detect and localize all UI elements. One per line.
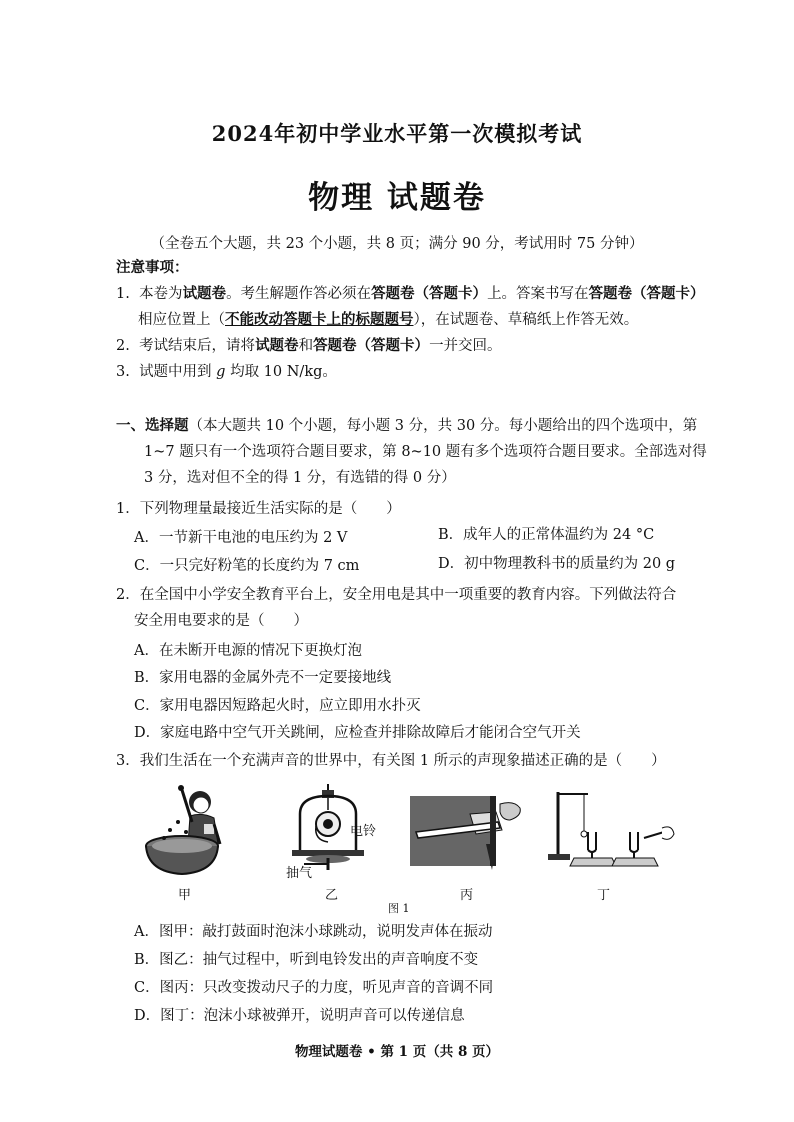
figure-ruler-illustration: [410, 794, 526, 872]
q3-option-c: C．图丙：只改变拨动尺子的力度，听见声音的音调不同: [134, 980, 494, 996]
notice-heading: 注意事项：: [116, 259, 189, 276]
notice-emphasis: 答题卷（答题卡）: [371, 285, 488, 302]
q1-option-c: C．一只完好粉笔的长度约为 7 cm: [134, 558, 360, 574]
exam-title: 2024年初中学业水平第一次模拟考试: [211, 121, 583, 146]
notice-item-number: 3.: [116, 364, 130, 380]
figure-label-jia: 甲: [178, 888, 192, 903]
notice-item-3: [116, 362, 337, 382]
q3-option-b: B．图乙：抽气过程中，听到电铃发出的声音响度不变: [134, 952, 479, 968]
figure-tuning-fork-illustration: [544, 788, 676, 868]
variable-g: g: [216, 364, 226, 380]
notice-item-number: 2.: [116, 338, 130, 354]
section-title: 一、选择题: [116, 417, 189, 434]
section1-line1: [116, 416, 697, 436]
section1-line2: 1~7 题只有一个选项符合题目要求，第 8~10 题有多个选项符合题目要求。全部选对得: [144, 444, 707, 460]
notice-emphasis: 试题卷: [182, 285, 227, 302]
q1-stem: 1．下列物理量最接近生活实际的是（ ）: [116, 501, 401, 517]
q2-option-a: A．在未断开电源的情况下更换灯泡: [134, 643, 362, 659]
q2-option-c: C．家用电器因短路起火时，应立即用水扑灭: [134, 698, 421, 714]
q2-option-d: D．家庭电路中空气开关跳闸，应检查并排除故障后才能闭合空气开关: [134, 725, 581, 741]
notice-text: 均取 10 N/kg。: [225, 364, 337, 380]
notice-emphasis: 答题卷（答题卡）: [588, 285, 705, 302]
q3-option-a: A．图甲：敲打鼓面时泡沫小球跳动，说明发声体在振动: [134, 924, 493, 940]
notice-text: 和: [298, 338, 314, 354]
notice-item-1-line1: [116, 284, 705, 304]
notice-text: 。考生解题作答必须在: [226, 286, 372, 302]
notice-emphasis: 答题卷（答题卡）: [313, 337, 430, 354]
q3-option-d: D．图丁：泡沫小球被弹开，说明声音可以传递信息: [134, 1008, 465, 1024]
figure-label-bell: 电铃: [350, 824, 377, 839]
notice-text: 一并交回。: [429, 338, 502, 354]
q1-option-d: D．初中物理教科书的质量约为 20 g: [438, 556, 676, 572]
figure-drum-illustration: [140, 782, 230, 877]
exam-info: （全卷五个大题，共 23 个小题，共 8 页；满分 90 分，考试用时 75 分钟）: [150, 236, 644, 252]
q2-option-b: B．家用电器的金属外壳不一定要接地线: [134, 670, 392, 686]
figure-caption: 图 1: [388, 902, 410, 915]
subject-title: 物理 试题卷: [308, 180, 486, 216]
q3-stem: 3．我们生活在一个充满声音的世界中，有关图 1 所示的声现象描述正确的是（ ）: [116, 753, 666, 769]
figure-label-ding: 丁: [597, 888, 611, 903]
notice-text: 试题中用到: [139, 364, 217, 380]
section1-line3: 3 分，选对但不全的得 1 分，有选错的得 0 分）: [144, 470, 456, 486]
notice-text: 本卷为: [139, 286, 183, 302]
notice-underlined: 不能改动答题卡上的标题题号: [225, 311, 414, 328]
figure-label-pump: 抽气: [286, 866, 313, 881]
notice-text: 上。答案书写在: [487, 286, 589, 302]
section-desc: （本大题共 10 个小题，每小题 3 分，共 30 分。每小题给出的四个选项中，第: [188, 418, 698, 434]
q1-option-b: B．成年人的正常体温约为 24 °C: [438, 527, 655, 543]
figure-label-bing: 丙: [460, 888, 474, 903]
q2-stem-line2: 安全用电要求的是（ ）: [134, 613, 308, 629]
notice-emphasis: 试题卷: [255, 337, 299, 354]
notice-text: 相应位置上（: [138, 312, 225, 328]
q1-option-a: A．一节新干电池的电压约为 2 V: [134, 530, 348, 546]
q2-stem-line1: 2．在全国中小学安全教育平台上，安全用电是其中一项重要的教育内容。下列做法符合: [116, 587, 677, 603]
figure-label-yi: 乙: [325, 888, 339, 903]
page-footer: 物理试题卷 • 第 1 页（共 8 页）: [294, 1044, 500, 1060]
notice-text: ），在试题卷、草稿纸上作答无效。: [413, 312, 639, 328]
notice-item-number: 1.: [116, 286, 130, 302]
notice-text: 考试结束后，请将: [139, 338, 256, 354]
notice-item-2: [116, 336, 502, 356]
notice-item-1-line2: [138, 310, 638, 330]
